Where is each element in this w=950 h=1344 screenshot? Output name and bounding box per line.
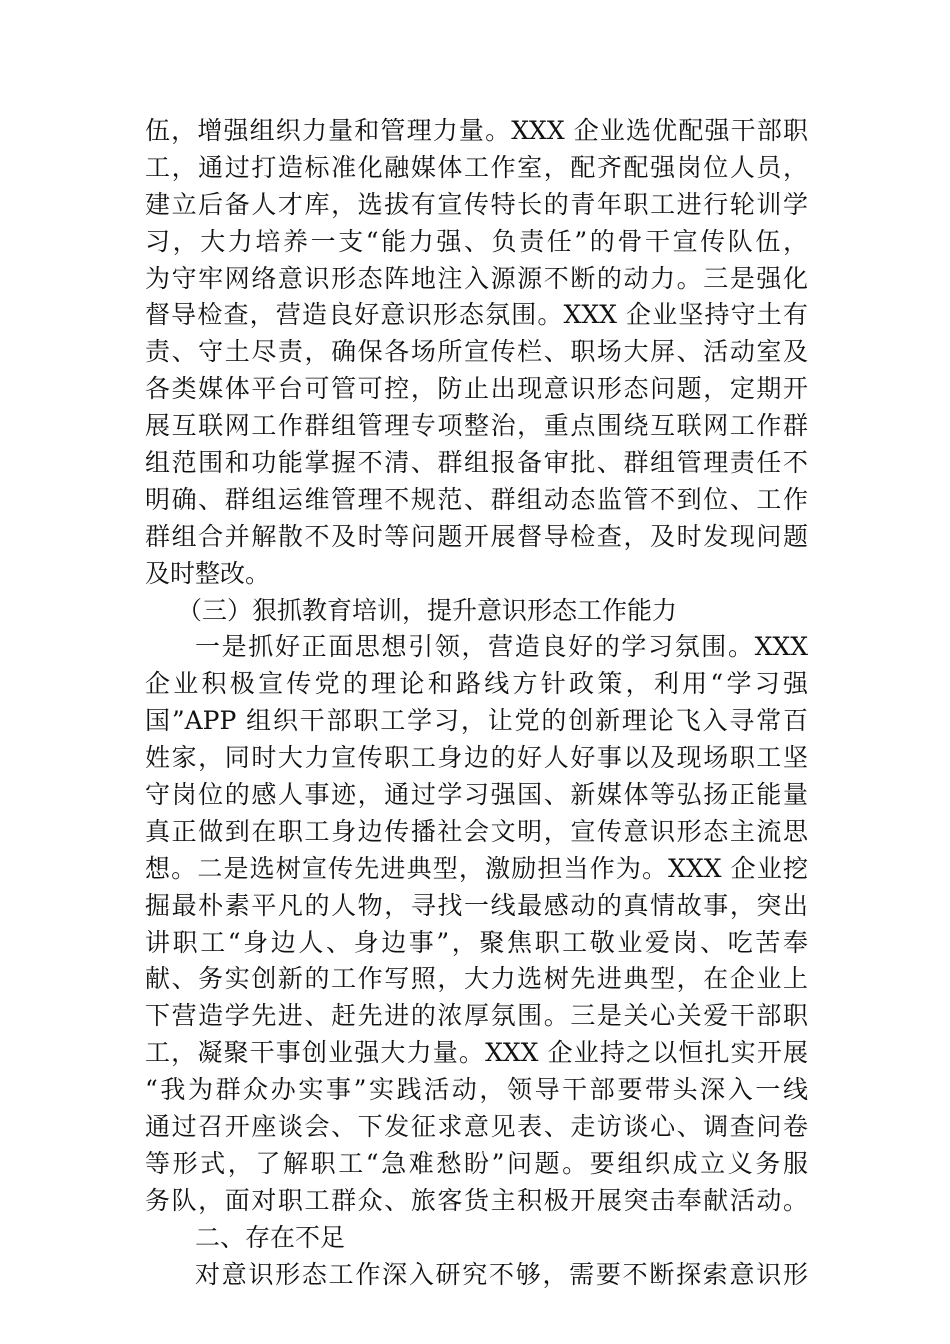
body-text-line: “我为群众办实事”实践活动，领导干部要带头深入一线 xyxy=(145,1075,808,1105)
body-text-line: 企业积极宣传党的理论和路线方针政策，利用“学习强 xyxy=(145,669,808,699)
body-text-line: 姓家，同时大力宣传职工身边的好人好事以及现场职工坚 xyxy=(145,743,808,773)
body-text-line: 掘最朴素平凡的人物，寻找一线最感动的真情故事，突出 xyxy=(145,890,808,920)
body-text-line: 习，大力培养一支“能力强、负责任”的骨干宣传队伍， xyxy=(145,226,808,256)
body-text-line: 建立后备人才库，选拔有宣传特长的青年职工进行轮训学 xyxy=(145,189,808,219)
body-text-line: 各类媒体平台可管可控，防止出现意识形态问题，定期开 xyxy=(145,374,808,404)
body-text-line: 讲职工“身边人、身边事”，聚焦职工敬业爱岗、吃苦奉 xyxy=(145,927,808,957)
body-text-line: 展互联网工作群组管理专项整治，重点围绕互联网工作群 xyxy=(145,411,808,441)
body-text-line: 督导检查，营造良好意识形态氛围。XXX 企业坚持守土有 xyxy=(145,300,808,330)
body-text-line: 工，通过打造标准化融媒体工作室，配齐配强岗位人员， xyxy=(145,152,808,182)
body-text-line: 务队，面对职工群众、旅客货主积极开展突击奉献活动。 xyxy=(145,1185,808,1215)
section-heading: 二、存在不足 xyxy=(195,1222,346,1252)
body-text-line: 等形式，了解职工“急难愁盼”问题。要组织成立义务服 xyxy=(145,1148,808,1178)
body-text-line: 下营造学先进、赶先进的浓厚氛围。三是关心关爱干部职 xyxy=(145,1001,808,1031)
body-text-line: 群组合并解散不及时等问题开展督导检查，及时发现问题 xyxy=(145,521,808,551)
body-text-line: 工，凝聚干事创业强大力量。XXX 企业持之以恒扎实开展 xyxy=(145,1038,808,1068)
section-subheading: （三）狠抓教育培训，提升意识形态工作能力 xyxy=(177,595,678,625)
body-text-line: 通过召开座谈会、下发征求意见表、走访谈心、调查问卷 xyxy=(145,1112,808,1142)
paragraph-first-line: 对意识形态工作深入研究不够，需要不断探索意识形 xyxy=(195,1259,808,1289)
paragraph-first-line: 一是抓好正面思想引领，营造良好的学习氛围。XXX xyxy=(195,632,808,662)
body-text-line: 国”APP 组织干部职工学习，让党的创新理论飞入寻常百 xyxy=(145,706,808,736)
body-text-line: 为守牢网络意识形态阵地注入源源不断的动力。三是强化 xyxy=(145,263,808,293)
body-text-line: 及时整改。 xyxy=(145,558,271,588)
body-text-line: 组范围和功能掌握不清、群组报备审批、群组管理责任不 xyxy=(145,448,808,478)
body-text-line: 真正做到在职工身边传播社会文明，宣传意识形态主流思 xyxy=(145,816,808,846)
body-text-line: 伍，增强组织力量和管理力量。XXX 企业选优配强干部职 xyxy=(145,116,808,145)
body-text-line: 献、务实创新的工作写照，大力选树先进典型，在企业上 xyxy=(145,964,808,994)
body-text-line: 责、守土尽责，确保各场所宣传栏、职场大屏、活动室及 xyxy=(145,337,808,367)
body-text-line: 明确、群组运维管理不规范、群组动态监管不到位、工作 xyxy=(145,484,808,514)
body-text-line: 想。二是选树宣传先进典型，激励担当作为。XXX 企业挖 xyxy=(145,853,808,883)
body-text-line: 守岗位的感人事迹，通过学习强国、新媒体等弘扬正能量 xyxy=(145,780,808,810)
document-page xyxy=(145,113,808,1294)
